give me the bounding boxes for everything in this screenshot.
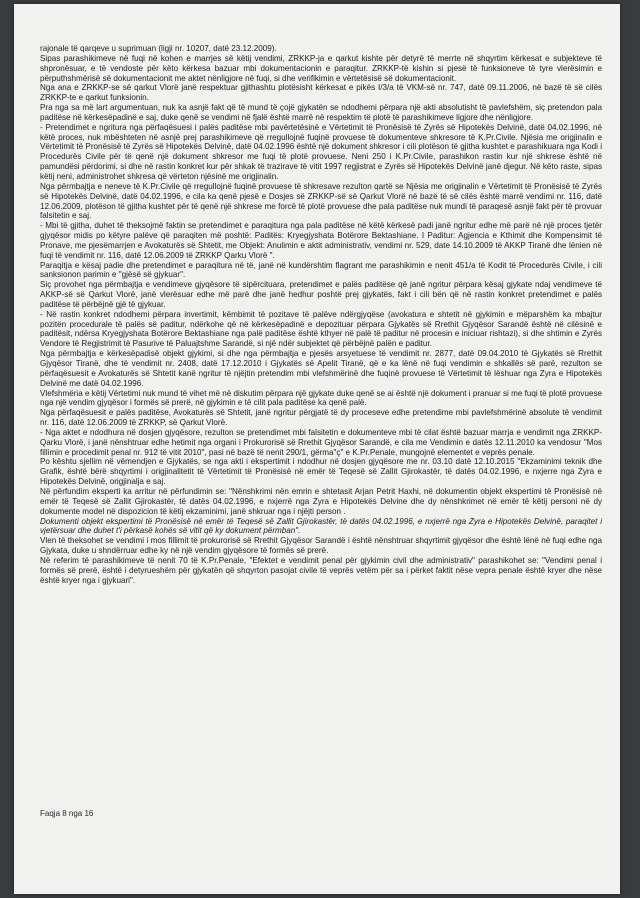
body-paragraph: - Në rastin konkret ndodhemi përpara invertimit, këmbimit të pozitave të palëve ndërgjyqëse (avokatura e shtetit në gjykimin e mëparshëm ka mbajtur pozitën procedurale të palës së paditur, ndërkohe që në kërkesëpadinë e depozituar përpara Gjykatës së Rrethit Gjyqësor Sarandë është në cilësinë e paditësit, ndërsa Kryegjyshata Botërore Bektashiane nga palë paditëse është kthyer në palë të paditur në procesin e iniciuar rishtazi), si dhe shtimin e Zyrës Vendore të Regjistrimit të Pasurive të Paluajtshme Sarandë, si një ndër subjektet që përbëjnë palën e paditur. — [40, 309, 602, 349]
body-paragraph: Siç provohet nga përmbajtja e vendimeve gjyqësore të sipërcituara, pretendimet e palës paditëse që janë ngritur përpara kësaj gjykate ndaj vendimeve të AKKP-së së Qarkut Vlorë, janë vlerësuar edhe më parë dhe janë hedhur poshtë prej gjykatës, fakt i cili bën që në rastin konkret pretendimet e palës paditëse të përbëjnë gjë të gjykuar. — [40, 280, 602, 309]
document-body — [40, 44, 602, 585]
body-paragraph: Paraqitja e kësaj padie dhe pretendimet e paraqitura në të, janë në kundërshtim flagrant me parashikimin e nenit 451/a të Kodit të Procedurës Civile, i cili sanksionon parimin e "gjësë së gjykuar". — [40, 260, 602, 280]
body-paragraph: Nga përmbajtja e neneve të K.Pr.Civile që rregullojnë fuqinë provuese të shkresave rezulton qartë se Njësia me origjinalin e Vërtetimit të Pronësisë të Zyrës së Hipotekës Delvinë, datë 04.02.1996, e cila ka qenë pjesë e Dosjes së ZRKKP-së së Qarkut Vlorë në bazë të së cilës është marrë vendimi nr. 116, datë 12.06.2009, plotëson të gjitha kushtet për të qenë një shkrese me forcë të plotë provuese dhe pala paditëse nuk mundi të paraqesë asnjë fakt për të provuar falsitetin e saj. — [40, 181, 602, 221]
body-paragraph: Në referim të parashikimeve të nenit 70 të K.Pr.Penale, "Efektet e vendimit penal për gjykimin civil dhe administrativ" parashikohet se: "Vendimi penal i formës së prerë, është i detyrueshëm për gjykatën që shqyrton pasojat civile të veprës vetëm për sa i përket faktit nëse vepra penale është kryer dhe nëse është kryer nga i gjykuari". — [40, 555, 602, 585]
body-paragraph: Vlefshmëria e këtij Vërtetimi nuk mund të vihet më në diskutim përpara një gjykate duke qenë se ai është një dokument i pranuar si me fuqi të plotë provuese nga një vendim gjyqësor i formës së prerë, në gjykimin e të cilit pala paditëse ka qenë palë. — [40, 388, 602, 408]
page-number: Faqja 8 nga 16 — [40, 809, 94, 818]
body-paragraph: Nga përfaqësuesit e palës paditëse, Avokaturës së Shtetit, janë ngritur përgjatë të dy proceseve edhe pretendime mbi pavlefshmërinë absolute të vendimit nr. 116, datë 12.06.2009 të ZRKKP, së Qarkut Vlorë. — [40, 408, 602, 428]
body-paragraph: Po kështu sjellim në vëmendjen e Gjykatës, se nga akti i ekspertimit i ndodhur në dosjen gjyqësore me nr. 03.10 datë 12.10.2015 "Ekzaminimi teknik dhe Grafik, është bërë shqyrtimi i origjinalitetit të Vërtetimit të Pronësisë në emër të Teqesë së Zallit Gjirokastër, të datës 04.02.1996, e nxjerre nga Zyra e Hipotekës Delvinë, origjinalja e saj. — [40, 457, 602, 487]
body-paragraph: - Mbi të gjitha, duhet të theksojmë faktin se pretendimet e paraqitura nga pala paditëse në këtë kërkesë padi janë ngritur edhe më parë në një proces tjetër gjyqësor midis po këtyre palëve që paraqiten më poshtë: Paditës: Kryegjyshata Botërore Bektashiane. I Paditur: Agjencia e Kthimit dhe Kompensimit të Pronave, me pjesëmarrjen e Avokaturës së Shtetit, me Objekt: Anulimin e aktit administrativ, vendimi nr. 529, date 14.10.2009 të AKKP Tiranë dhe lënien në fuqi të vendimit nr. 116, datë 12.06.2009 të ZRKKP Qarku Vlorë ". — [40, 221, 602, 260]
body-paragraph: Në përfundim eksperti ka arritur në përfundimin se: "Nënshkrimi nën emrin e shtetasit Arjan Petrit Haxhi, në dokumentin objekt ekspertimi të Pronësisë në emër të Teqesë së Zallit Gjirokastër, të datës 04.02.1996, e nxjerrë nga Zyra e Hipotekës Delvine dhe dy nënshkrimet në emër të këtij personi në dy dokumente model në dispozicion të këtij ekzaminimi, janë shkruar nga i njëjti person . — [40, 486, 602, 516]
body-paragraph: Nga përmbajtja e kërkesëpadisë objekt gjykimi, si dhe nga përmbajtja e pjesës arsyetuese të vendimit nr. 2877, datë 09.04.2010 të Gjykatës së Rrethit Gjyqësor Tiranë, dhe të vendimit nr. 2408, datë 17.12.2010 i Gjykatës së Apelit Tiranë, që e ka lënë në fuqi vendimin e shkallës së parë, rezulton se përfaqësuesit e Avokaturës së Shtetit kanë ngritur të njëjtin pretendim mbi vlefshmërinë dhe fuqinë provuese të Vërtetimit të lëshuar nga Zyra e Hipotekës Delvinë me datë 04.02.1996. — [40, 349, 602, 388]
body-paragraph: Pra nga sa më lart argumentuan, nuk ka asnjë fakt që të mund të çojë gjykatën se ndodhemi përpara një akti absolutisht të pavlefshëm, siç pretendon pala paditëse në kërkesëpadinë e saj, duke qenë se vendimi në fjalë është marrë në respektim të plotë të parashikimeve ligjore dhe nënligjore. — [40, 103, 602, 122]
body-paragraph: - Pretendimet e ngritura nga përfaqësuesi i palës paditëse mbi pavërtetësinë e Vërtetimit të Pronësisë të Zyrës së Hipotekës Delvinë, datë 04.02.1996, në këtë proces, nuk mbështeten në asnjë prej parashikimeve që rregullojnë fuqinë provuese të dokumenteve shkresore të K.Pr.Civile. Njësia me origjinalin e Vërtetimit të Pronësisë të Zyrës së Hipotekës Delvinë, datë 04.02.1996 është një dokument shkresor i cili plotëson të gjitha kushtet e parashikuara nga Kodi i Procedurës Civile për të qenë një dokument shkresor me fuqi të plotë provuese. Neni 250 i K.Pr.Civile, parashikon rastin kur një shkrese është në pamundësi përdorimi, si dhe në rastin konkret kur për shkak të trazirave të vitit 1997 regjistrat e Zyrës së Hipotekës Delvinë janë djegur. Në këto raste, sipas këtij neni, administrohet shkresa që vërteton njësinë me origjinalin. — [40, 122, 602, 181]
body-paragraph: rajonale të qarqeve u suprimuan (ligji nr. 10207, datë 23.12.2009). — [40, 44, 277, 53]
body-paragraph: Nga ana e ZRKKP-se së qarkut Vlorë janë respektuar gjithashtu plotësisht kërkesat e pikës I/3/a të VKM-së nr. 747, datë 09.11.2006, në bazë të së cilës ZRKKP-te e qarkut funksionin. — [40, 83, 602, 103]
body-paragraph: Dokumenti objekt ekspertimi të Pronësisë në emër të Teqesë së Zallit Gjirokastër, të datës 04.02.1996, e nxjerrë nga Zyra e Hipotekës Delvinë, paraqitet i vjetërsuar dhe duhet t'i përkasë kohës së vitit që ky dokument përmban". — [40, 516, 602, 536]
body-paragraph: Sipas parashikimeve në fuqi në kohen e marrjes së këtij vendimi, ZRKKP-ja e qarkut kishte për detyrë të merrte në shqyrtim kërkesat e subjekteve të shpronësuar, e të vendoste për këto kërkesa bazuar mbi dokumentacionin e paraqitur. ZRKKP-të kishin si pjesë të funksioneve të tyre vlerësimin e përputhshmërisë së dokumentacionit me aktet nënligjore në fuqi, si dhe verifikimin e vërtetësisë së dokumentacionit. — [40, 53, 602, 83]
body-paragraph: Vlen të theksohet se vendimi i mos fillimit të prokurorisë së Rrethit Gjyqësor Sarandë i është nënshtruar shqyrtimit gjyqësor dhe është lënë në fuqi edhe nga Gjykata, duke u shndërruar edhe ky në një vendim gjyqësore të formës së prerë. — [40, 536, 602, 556]
body-paragraph: - Nga aktet e ndodhura në dosjen gjyqësore, rezulton se pretendimet mbi falsitetin e dokumenteve mbi të cilat është bazuar marrja e vendimit nga ZRKKP-Qarku Vlorë, i janë nënshtruar edhe hetimit nga organi i Prokurorisë së Rrethit Gjyqësor Sarandë, e cila me Vendimin e datës 12.11.2010 ka vendosur "Mos fillimin e procedimit penal nr. 912 të vitit 2010", pasi në bazë të nenit 290/1, gërma"ç" e K.Pr.Penale, mungojnë elementet e veprës penale. — [40, 427, 602, 457]
document-page — [14, 4, 620, 894]
